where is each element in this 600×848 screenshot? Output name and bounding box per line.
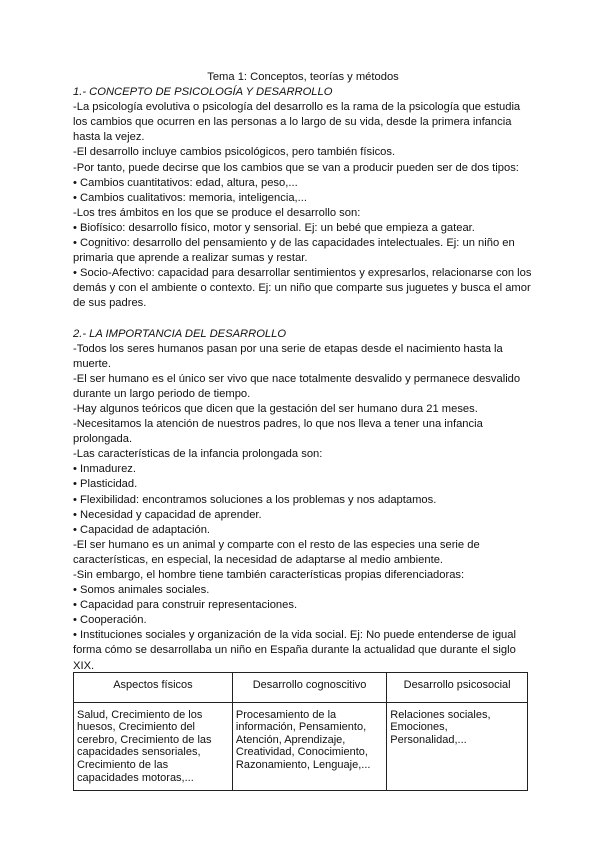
bullet-item: • Cambios cualitativos: memoria, inteligencia,...	[73, 191, 307, 204]
bullet-item: • Capacidad para construir representaciones.	[73, 599, 298, 612]
bullet-item: • Plasticidad.	[73, 478, 138, 491]
spacer	[73, 312, 533, 327]
document-page	[73, 70, 533, 674]
paragraph: -Las características de la infancia prolongada son:	[73, 448, 323, 461]
paragraph: -El desarrollo incluye cambios psicológicos, pero también físicos.	[73, 146, 396, 159]
paragraph: -El ser humano es un animal y comparte con el resto de las especies una serie de características, en especial, la necesidad de adaptarse al medio ambiente.	[73, 538, 480, 566]
paragraph: -Sin embargo, el hombre tiene también características propias diferenciadoras:	[73, 569, 465, 581]
document-title: Tema 1: Conceptos, teorías y métodos	[207, 71, 399, 83]
table-cell: Procesamiento de la información, Pensamiento, Atención, Aprendizaje, Creatividad, Conocimiento, Razonamiento, Lenguaje,...	[232, 702, 386, 791]
table-header-cell: Desarrollo psicosocial	[387, 673, 528, 703]
bullet-item: • Socio-Afectivo: capacidad para desarrollar sentimientos y expresarlos, relacionarse con los demás y con el ambiente o contexto. Ej: un niño que comparte sus juguetes y busca el amor de sus padres.	[73, 267, 532, 310]
table-cell: Relaciones sociales, Emociones, Personalidad,...	[387, 702, 528, 791]
table-row	[74, 702, 528, 791]
paragraph: -Hay algunos teóricos que dicen que la gestación del ser humano dura 21 meses.	[73, 402, 478, 415]
table-cell: Salud, Crecimiento de los huesos, Crecimiento del cerebro, Crecimiento de las capacidades sensoriales, Crecimiento de las capacidades motoras,...	[74, 702, 233, 791]
bullet-item: • Cognitivo: desarrollo del pensamiento y de las capacidades intelectuales. Ej: un niño en primaria que aprende a realizar sumas y restar.	[73, 237, 515, 265]
bullet-item: • Inmadurez.	[73, 463, 136, 476]
section-1-heading: 1.- CONCEPTO DE PSICOLOGÍA Y DESARROLLO	[73, 86, 333, 99]
table-header-row	[74, 673, 528, 703]
aspects-table	[73, 672, 528, 791]
bullet-item: • Necesidad y capacidad de aprender.	[73, 508, 262, 521]
paragraph: -La psicología evolutiva o psicología del desarrollo es la rama de la psicología que estudia los cambios que ocurren en las personas a lo largo de su vida, desde la primera infancia hasta la vejez.	[73, 101, 521, 144]
paragraph: -El ser humano es el único ser vivo que nace totalmente desvalido y permanece desvalido durante un largo periodo de tiempo.	[73, 372, 521, 400]
paragraph: -Todos los seres humanos pasan por una serie de etapas desde el nacimiento hasta la muerte.	[73, 342, 503, 370]
paragraph: -Por tanto, puede decirse que los cambios que se van a producir pueden ser de dos tipos:	[73, 161, 519, 174]
bullet-item: • Capacidad de adaptación.	[73, 523, 211, 536]
bullet-item: • Instituciones sociales y organización de la vida social. Ej: No puede entenderse de igual forma cómo se desarrollaba un niño en España durante la actualidad que durante el siglo XIX.	[73, 629, 516, 672]
bullet-item: • Biofísico: desarrollo físico, motor y sensorial. Ej: un bebé que empieza a gatear.	[73, 221, 475, 234]
paragraph: -Necesitamos la atención de nuestros padres, lo que nos lleva a tener una infancia prolongada.	[73, 418, 483, 446]
bullet-item: • Flexibilidad: encontramos soluciones a los problemas y nos adaptamos.	[73, 493, 437, 506]
table-header-cell: Desarrollo cognoscitivo	[232, 673, 386, 703]
paragraph: -Los tres ámbitos en los que se produce el desarrollo son:	[73, 206, 361, 219]
bullet-item: • Cambios cuantitativos: edad, altura, peso,...	[73, 176, 298, 189]
table-header-cell: Aspectos físicos	[74, 673, 233, 703]
bullet-item: • Somos animales sociales.	[73, 584, 210, 597]
bullet-item: • Cooperación.	[73, 614, 147, 627]
section-2-heading: 2.- LA IMPORTANCIA DEL DESARROLLO	[73, 327, 287, 340]
